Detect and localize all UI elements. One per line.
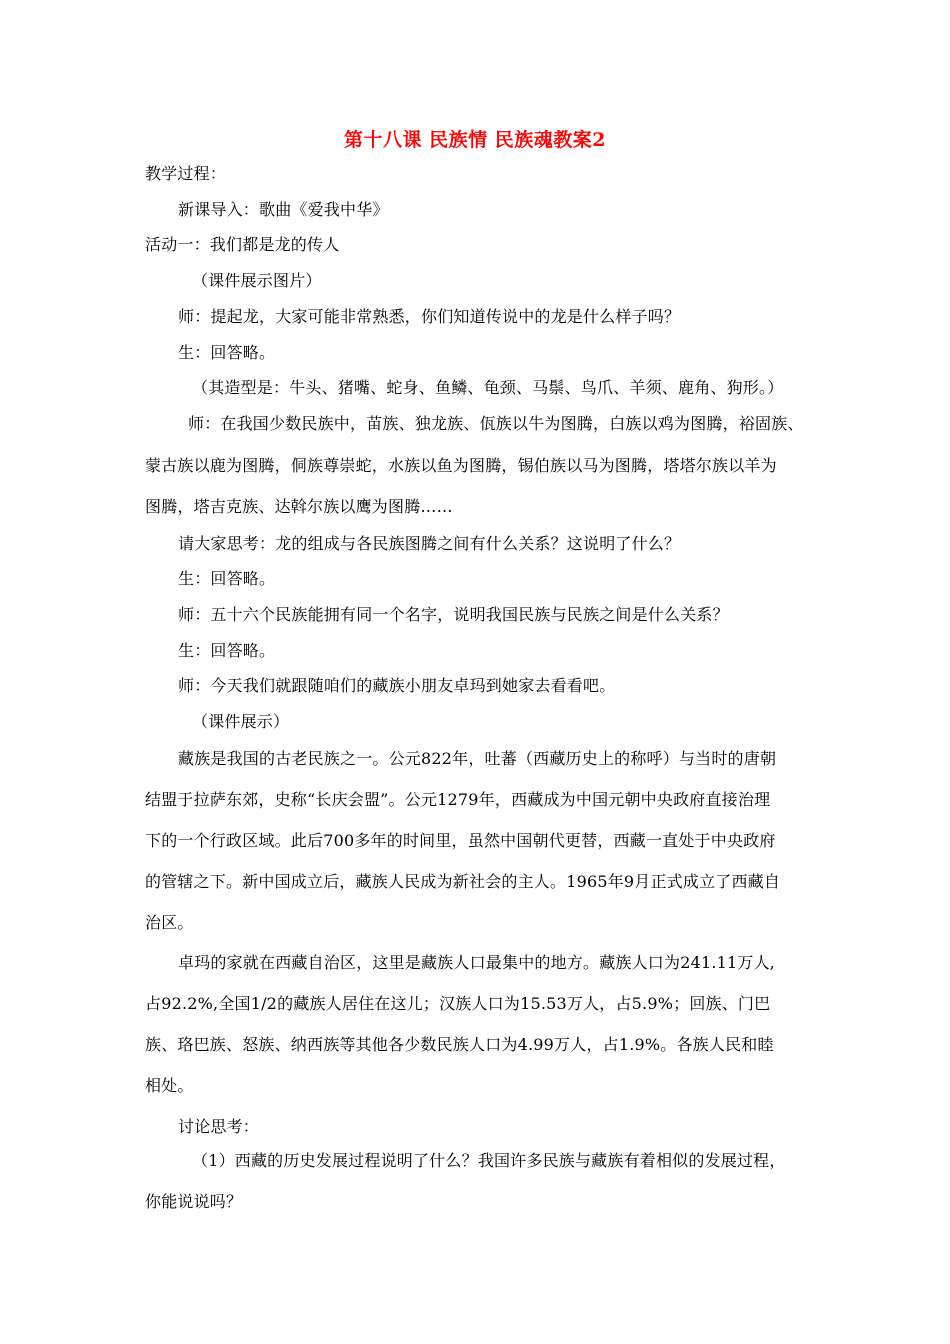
text-line: 的管辖之下。新中国成立后，藏族人民成为新社会的主人。1965年9月正式成立了西藏自 [145, 872, 781, 891]
text-line: 蒙古族以鹿为图腾，侗族尊崇蛇，水族以鱼为图腾，锡伯族以马为图腾，塔塔尔族以羊为 [145, 456, 777, 475]
text-line: 生：回答略。 [178, 641, 276, 660]
text-line: 生：回答略。 [178, 569, 276, 588]
text-line: 新课导入：歌曲《爱我中华》 [178, 200, 389, 219]
text-line: 师：今天我们就跟随咱们的藏族小朋友卓玛到她家去看看吧。 [178, 676, 616, 695]
text-line: 占92.2%,全国1/2的藏族人居住在这儿；汉族人口为15.53万人，占5.9%；回族、门巴 [145, 994, 771, 1013]
text-line: （1）西藏的历史发展过程说明了什么？我国许多民族与藏族有着相似的发展过程， [192, 1151, 786, 1170]
text-line: 下的一个行政区域。此后700多年的时间里，虽然中国朝代更替，西藏一直处于中央政府 [145, 831, 776, 850]
text-line: （其造型是：牛头、猪嘴、蛇身、鱼鳞、龟颈、马鬃、鸟爪、羊须、鹿角、狗形。） [192, 378, 784, 397]
text-line: 藏族是我国的古老民族之一。公元822年，吐蕃（西藏历史上的称呼）与当时的唐朝 [178, 749, 777, 768]
text-line: 族、珞巴族、怒族、纳西族等其他各少数民族人口为4.99万人，占1.9%。各族人民和睦 [145, 1035, 774, 1054]
text-line: 治区。 [145, 913, 194, 932]
text-line: 师：提起龙，大家可能非常熟悉，你们知道传说中的龙是什么样子吗？ [178, 307, 681, 326]
text-line: （课件展示图片） [192, 271, 322, 290]
text-line: 请大家思考：龙的组成与各民族图腾之间有什么关系？这说明了什么？ [178, 534, 681, 553]
text-line: 活动一：我们都是龙的传人 [145, 235, 340, 254]
text-line: 讨论思考： [178, 1117, 260, 1136]
document-title: 第十八课 民族情 民族魂教案2 [344, 129, 606, 151]
text-line: 教学过程： [145, 164, 227, 183]
text-line: （课件展示） [192, 712, 290, 731]
text-line: 相处。 [145, 1076, 194, 1095]
text-line: 卓玛的家就在西藏自治区，这里是藏族人口最集中的地方。藏族人口为241.11万人, [178, 953, 776, 972]
text-line: 师：在我国少数民族中，苗族、独龙族、佤族以牛为图腾，白族以鸡为图腾，裕固族、 [188, 414, 804, 433]
text-line: 图腾，塔吉克族、达斡尔族以鹰为图腾…… [145, 497, 453, 516]
text-line: 结盟于拉萨东郊，史称“长庆会盟”。公元1279年，西藏成为中国元朝中央政府直接治理 [145, 790, 771, 809]
text-line: 你能说说吗？ [145, 1192, 243, 1211]
text-line: 师：五十六个民族能拥有同一个名字，说明我国民族与民族之间是什么关系？ [178, 605, 729, 624]
text-line: 生：回答略。 [178, 343, 276, 362]
